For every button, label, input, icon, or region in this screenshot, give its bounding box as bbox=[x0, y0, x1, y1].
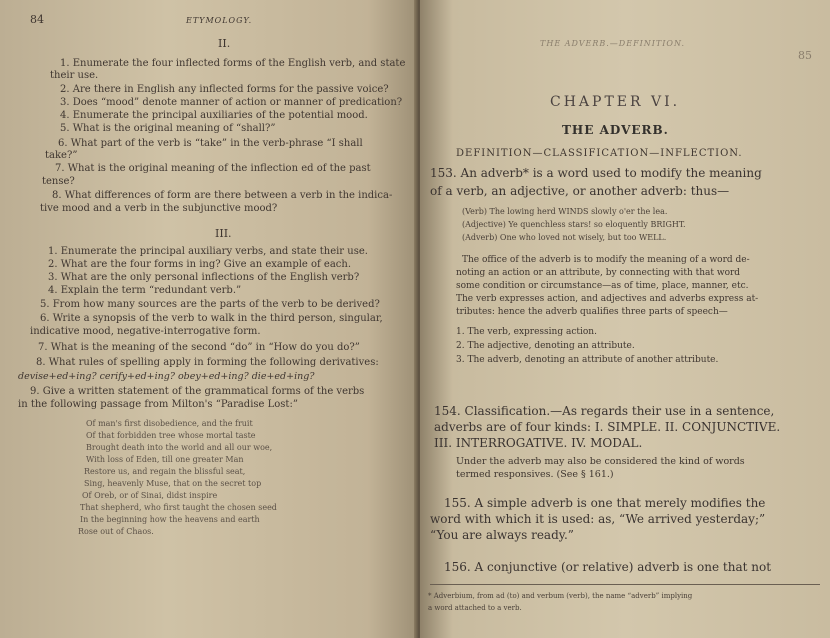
part-of-speech-line: 1. The verb, expressing action. bbox=[456, 327, 597, 337]
paragraph-155-line: 155. A simple adverb is one that merely modifies the bbox=[444, 496, 766, 510]
office-line: The office of the adverb is to modify the meaning of a word de- bbox=[462, 255, 750, 265]
paragraph-154-line: adverbs are of four kinds: I. SIMPLE. II. CONJUNCTIVE. bbox=[434, 420, 781, 434]
poem-line: Restore us, and regain the blissful seat, bbox=[84, 467, 246, 476]
poem-line: In the beginning how the heavens and earth bbox=[80, 515, 260, 524]
paragraph-155-line: word with which it is used: as, “We arrived yesterday;” bbox=[430, 512, 766, 526]
poem-line: Rose out of Chaos. bbox=[78, 527, 154, 536]
right-page bbox=[420, 0, 830, 638]
part-of-speech-line: 2. The adjective, denoting an attribute. bbox=[456, 341, 635, 351]
question-line: tive mood and a verb in the subjunctive mood? bbox=[40, 203, 278, 214]
question-line: 1. Enumerate the four inflected forms of the English verb, and state bbox=[60, 58, 406, 69]
question-line: indicative mood, negative-interrogative form. bbox=[30, 326, 261, 337]
paragraph-155-line: “You are always ready.” bbox=[430, 528, 574, 542]
question-line: 3. Does “mood” denote manner of action or manner of predication? bbox=[60, 97, 403, 108]
question-line: 7. What is the original meaning of the inflection ed of the past bbox=[55, 163, 371, 174]
paragraph-153-line: of a verb, an adjective, or another adverb: thus— bbox=[430, 184, 730, 198]
poem-line: That shepherd, who first taught the chosen seed bbox=[80, 503, 277, 512]
question-line: their use. bbox=[50, 70, 99, 81]
paragraph-153-line: 153. An adverb* is a word used to modify the meaning bbox=[430, 166, 762, 180]
page-number: 85 bbox=[798, 49, 812, 62]
poem-line: Of Oreb, or of Sinai, didst inspire bbox=[82, 491, 218, 500]
chapter-title: THE ADVERB. bbox=[562, 123, 669, 137]
question-line: 5. From how many sources are the parts of the verb to be derived? bbox=[40, 299, 380, 310]
question-line: 2. Are there in English any inflected forms for the passive voice? bbox=[60, 84, 389, 95]
office-line: tributes: hence the adverb qualifies three parts of speech— bbox=[456, 307, 728, 317]
example-line: (Adverb) One who loved not wisely, but too WELL. bbox=[462, 233, 667, 242]
question-line: 7. What is the meaning of the second “do” in “How do you do?” bbox=[38, 342, 360, 353]
question-line: 4. Explain the term “redundant verb.” bbox=[48, 285, 242, 296]
poem-line: Of that forbidden tree whose mortal taste bbox=[86, 431, 256, 440]
question-line: 1. Enumerate the principal auxiliary verbs, and state their use. bbox=[48, 246, 368, 257]
paragraph-154-line: III. INTERROGATIVE. IV. MODAL. bbox=[434, 436, 643, 450]
footnote-line: * Adverbium, from ad (to) and verbum (verb), the name “adverb” implying bbox=[428, 592, 693, 600]
office-line: some condition or circumstance—as of time, place, manner, etc. bbox=[456, 281, 749, 291]
poem-line: Brought death into the world and all our woe, bbox=[86, 443, 273, 452]
note-line: Under the adverb may also be considered the kind of words bbox=[456, 456, 745, 467]
question-line: 6. What part of the verb is “take” in the verb-phrase “I shall bbox=[58, 138, 363, 149]
paragraph-154-line: 154. Classification.—As regards their use in a sentence, bbox=[434, 404, 775, 418]
running-head: ETYMOLOGY. bbox=[186, 16, 253, 25]
page-number: 84 bbox=[30, 13, 44, 26]
question-line: take?” bbox=[45, 150, 78, 161]
section-heading: II. bbox=[218, 37, 231, 50]
question-line: 4. Enumerate the principal auxiliaries of the potential mood. bbox=[60, 110, 368, 121]
chapter-subtitle: DEFINITION—CLASSIFICATION—INFLECTION. bbox=[456, 148, 743, 159]
question-line: 3. What are the only personal inflections of the English verb? bbox=[48, 272, 360, 283]
poem-line: With loss of Eden, till one greater Man bbox=[86, 455, 244, 464]
question-line: 8. What differences of form are there between a verb in the indica- bbox=[52, 190, 393, 201]
poem-line: Of man's first disobedience, and the fruit bbox=[86, 419, 253, 428]
example-line: (Adjective) Ye quenchless stars! so eloquently BRIGHT. bbox=[462, 220, 686, 229]
question-line: 9. Give a written statement of the grammatical forms of the verbs bbox=[30, 386, 365, 397]
paragraph-156-line: 156. A conjunctive (or relative) adverb is one that not bbox=[444, 560, 772, 574]
running-head: THE ADVERB.—DEFINITION. bbox=[540, 39, 686, 48]
question-line: 5. What is the original meaning of “shall?” bbox=[60, 123, 276, 134]
section-heading: III. bbox=[215, 227, 232, 240]
question-line: 6. Write a synopsis of the verb to walk in the third person, singular, bbox=[40, 313, 383, 324]
office-line: noting an action or an attribute, by connecting with that word bbox=[456, 268, 741, 278]
note-line: termed responsives. (See § 161.) bbox=[456, 469, 614, 480]
question-line: 2. What are the four forms in ing? Give an example of each. bbox=[48, 259, 352, 270]
question-line: 8. What rules of spelling apply in forming the following derivatives: bbox=[36, 357, 379, 368]
part-of-speech-line: 3. The adverb, denoting an attribute of another attribute. bbox=[456, 355, 719, 365]
chapter-heading: CHAPTER VI. bbox=[550, 94, 681, 110]
question-line: tense? bbox=[42, 176, 75, 187]
poem-line: Sing, heavenly Muse, that on the secret top bbox=[84, 479, 262, 488]
footnote-line: a word attached to a verb. bbox=[428, 604, 522, 612]
office-line: The verb expresses action, and adjectives and adverbs express at- bbox=[456, 294, 759, 304]
footnote-rule bbox=[430, 584, 820, 585]
question-line: in the following passage from Milton's “Paradise Lost:” bbox=[18, 399, 298, 410]
question-line: devise+ed+ing? cerify+ed+ing? obey+ed+ing? die+ed+ing? bbox=[18, 371, 315, 382]
example-line: (Verb) The lowing herd WINDS slowly o'er the lea. bbox=[462, 207, 668, 216]
